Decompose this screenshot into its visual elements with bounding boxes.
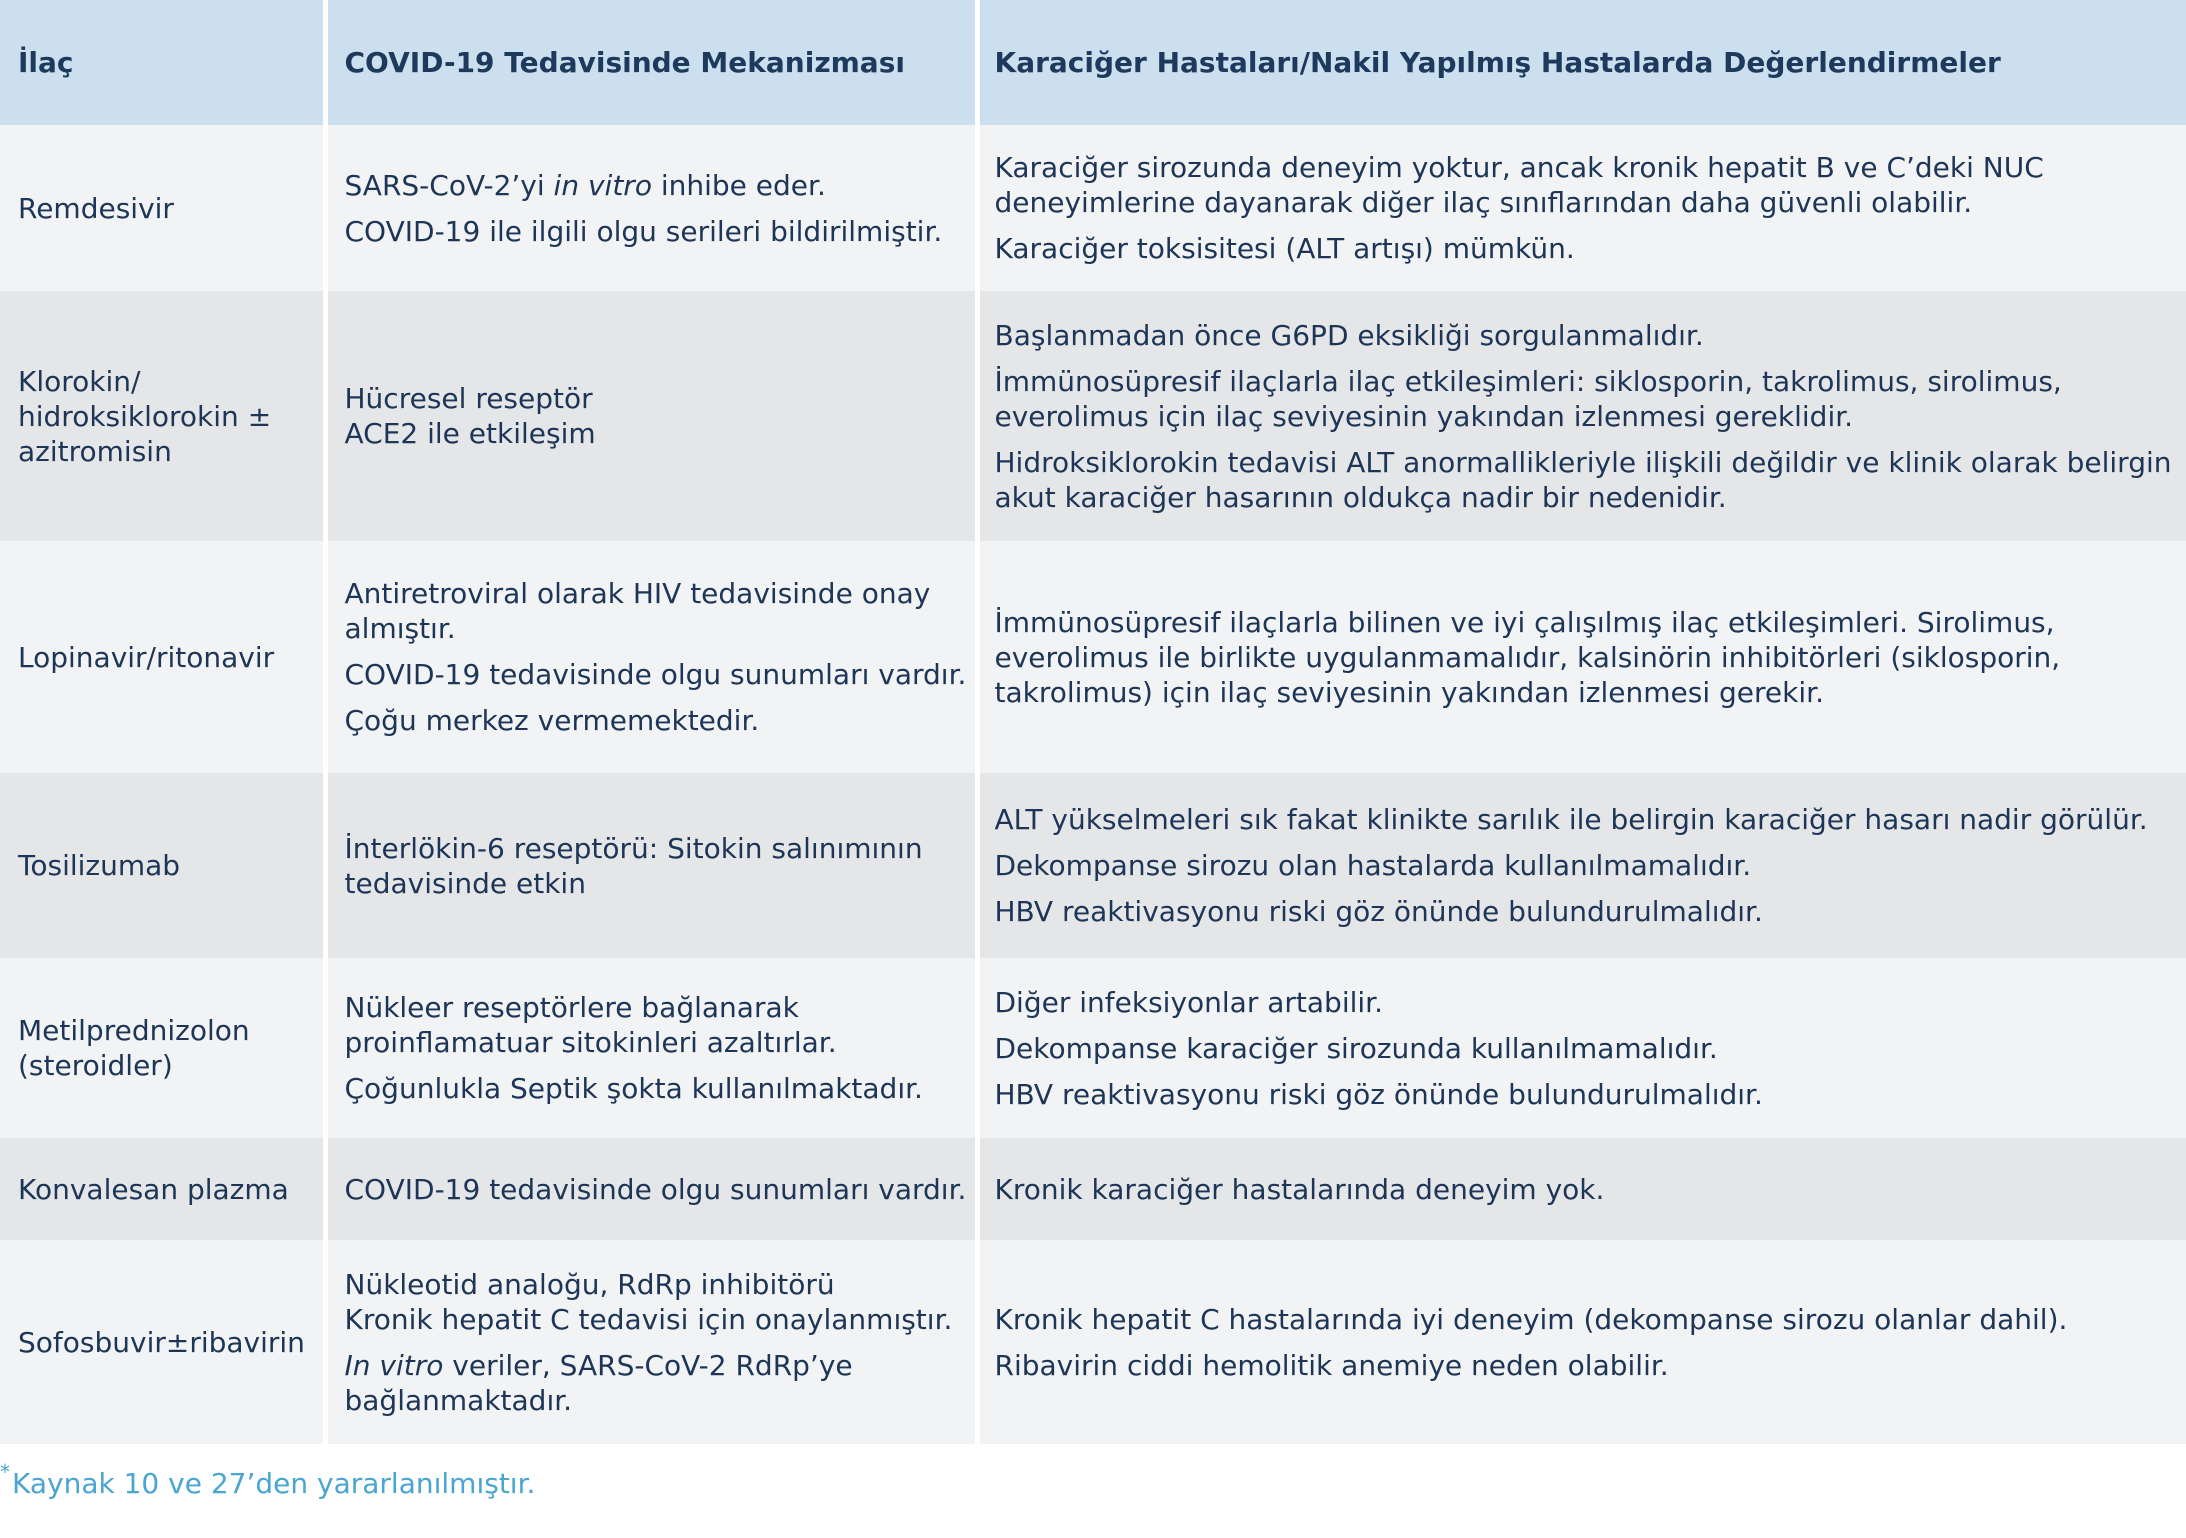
drug-cell (0, 958, 325, 1138)
footnote (0, 1460, 535, 1500)
assessment-line: Dekompanse sirozu olan hastalarda kullanılmamalıdır. (994, 849, 1752, 882)
mechanism-line: Çoğunlukla Septik şokta kullanılmaktadır. (344, 1072, 923, 1105)
assessment-line: Dekompanse karaciğer sirozunda kullanılmamalıdır. (994, 1031, 1718, 1065)
mechanism-cell (325, 958, 977, 1138)
table-row (0, 1240, 2186, 1444)
assessment-line: Ribavirin ciddi hemolitik anemiye neden olabilir. (994, 1348, 1669, 1382)
table-row (0, 291, 2186, 541)
assessment-cell (977, 125, 2186, 291)
mechanism-line: SARS-CoV-2’yi in vitro inhibe eder. (344, 168, 826, 202)
assessment-line: Kronik hepatit C hastalarında iyi deneyim (dekompanse sirozu olanlar dahil). (994, 1302, 2068, 1336)
mechanism-cell (325, 125, 977, 291)
mechanism-line: COVID-19 tedavisinde olgu sunumları vardır. (344, 1172, 967, 1206)
drug-cell (0, 1240, 325, 1444)
assessment-line: ALT yükselmeleri sık fakat klinikte sarılık ile belirgin karaciğer hasarı nadir görülür. (994, 803, 2148, 836)
mechanism-line: Hücresel reseptör (344, 382, 593, 415)
assessment-line: Diğer infeksiyonlar artabilir. (994, 985, 1383, 1019)
drug-cell (0, 291, 325, 541)
table-row (0, 125, 2186, 291)
assessment-cell (977, 1138, 2186, 1240)
mechanism-line: ACE2 ile etkileşim (344, 417, 596, 450)
mechanism-cell (325, 291, 977, 541)
assessment-line: HBV reaktivasyonu riski göz önünde bulundurulmalıdır. (994, 1077, 1763, 1111)
mechanism-line: COVID-19 tedavisinde olgu sunumları vardır. (344, 658, 967, 691)
assessment-line: Hidroksiklorokin tedavisi ALT anormallikleriyle ilişkili değildir ve klinik olarak belirgin akut karaciğer hasarının oldukça nadir bir nedenidir. (994, 445, 2172, 514)
header-assessment: Karaciğer Hastaları/Nakil Yapılmış Hastalarda Değerlendirmeler (977, 0, 2186, 125)
drug-name: Lopinavir/ritonavir (18, 640, 275, 674)
header-drug: İlaç (18, 46, 74, 79)
assessment-line: Kronik karaciğer hastalarında deneyim yok. (994, 1172, 1605, 1206)
assessment-line: İmmünosüpresif ilaçlarla bilinen ve iyi çalışılmış ilaç etkileşimleri. Sirolimus, everolimus ile birlikte uygulanmamalıdır, kalsinörin inhibitörleri (siklosporin, takrolimus) için ilaç seviyesinin yakından izlenmesi gerekir. (994, 605, 2061, 709)
mechanism-cell (325, 1138, 977, 1240)
drug-cell (0, 541, 325, 773)
mechanism-line: İnterlökin-6 reseptörü: Sitokin salınımının tedavisinde etkin (344, 831, 923, 900)
mechanism-line: Kronik hepatit C tedavisi için onaylanmıştır. (344, 1302, 953, 1336)
assessment-cell (977, 1240, 2186, 1444)
assessment-cell (977, 541, 2186, 773)
assessment-line: Başlanmadan önce G6PD eksikliği sorgulanmalıdır. (994, 318, 1704, 352)
table-row (0, 958, 2186, 1138)
mechanism-line: Nükleotid analoğu, RdRp inhibitörü (344, 1267, 835, 1301)
footnote-text: Kaynak 10 ve 27’den yararlanılmıştır. (12, 1467, 536, 1500)
assessment-line: Karaciğer sirozunda deneyim yoktur, ancak kronik hepatit B ve C’deki NUC deneyimlerine dayanarak diğer ilaç sınıflarından daha güvenli olabilir. (994, 151, 2044, 219)
drug-cell (0, 773, 325, 958)
mechanism-line: Antiretroviral olarak HIV tedavisinde onay almıştır. (344, 577, 931, 645)
header-mechanism: COVID-19 Tedavisinde Mekanizması (325, 0, 977, 125)
mechanism-line: Nükleer reseptörlere bağlanarak proinflamatuar sitokinleri azaltırlar. (344, 991, 837, 1059)
table-row (0, 541, 2186, 773)
mechanism-cell (325, 773, 977, 958)
mechanism-cell (325, 1240, 977, 1444)
drug-name: Metilprednizolon (steroidler) (18, 1014, 250, 1082)
mechanism-line: In vitro veriler, SARS-CoV-2 RdRp’ye bağlanmaktadır. (344, 1348, 853, 1417)
drug-cell (0, 1138, 325, 1240)
table-header-row (0, 0, 2186, 125)
table-row (0, 773, 2186, 958)
mechanism-cell (325, 541, 977, 773)
assessment-cell (977, 291, 2186, 541)
footnote-marker: * (0, 1460, 10, 1484)
assessment-line: İmmünosüpresif ilaçlarla ilaç etkileşimleri: siklosporin, takrolimus, sirolimus, everolimus için ilaç seviyesinin yakından izlenmesi gereklidir. (994, 364, 2062, 433)
mechanism-line: COVID-19 ile ilgili olgu serileri bildirilmiştir. (344, 214, 943, 248)
drug-name: Sofosbuvir±ribavirin (18, 1325, 305, 1359)
assessment-cell (977, 958, 2186, 1138)
mechanism-line: Çoğu merkez vermemektedir. (344, 704, 760, 737)
assessment-cell (977, 773, 2186, 958)
drug-name: Remdesivir (18, 191, 174, 225)
drug-name: Klorokin/ hidroksiklorokin ± azitromisin (18, 364, 272, 468)
drug-cell (0, 125, 325, 291)
table-row (0, 1138, 2186, 1240)
assessment-line: HBV reaktivasyonu riski göz önünde bulundurulmalıdır. (994, 895, 1763, 928)
drug-name: Tosilizumab (18, 849, 181, 882)
drug-name: Konvalesan plazma (18, 1172, 289, 1206)
assessment-line: Karaciğer toksisitesi (ALT artışı) mümkün. (994, 232, 1575, 265)
